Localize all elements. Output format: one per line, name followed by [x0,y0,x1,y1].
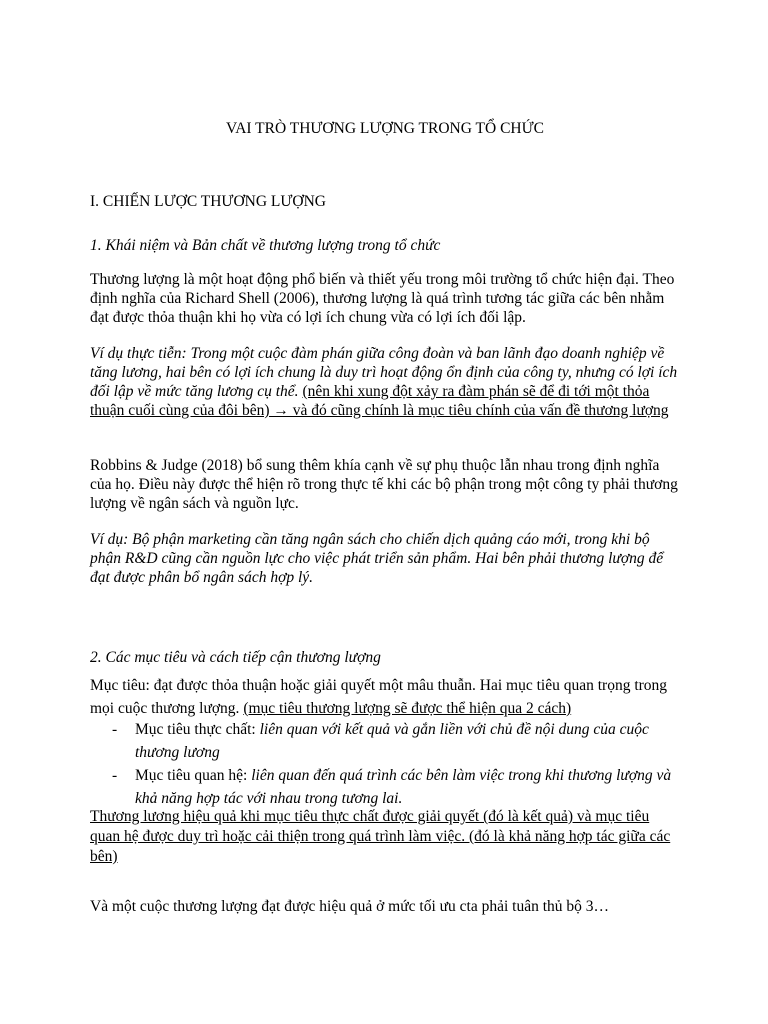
subsection-heading-2: 2. Các mục tiêu và cách tiếp cận thương lượng [90,649,381,666]
goals-list [90,718,682,810]
example-2: Ví dụ: Bộ phận marketing cần tăng ngân sách cho chiến dịch quảng cáo mới, trong khi bộ phận R&D cũng cần nguồn lực cho việc phát triển sản phẩm. Hai bên phải thương lượng để đạt được phân bổ ngân sách hợp lý. [90,531,664,586]
closing-line: Và một cuộc thương lượng đạt được hiệu quả ở mức tối ưu cta phải tuân thủ bộ 3… [90,898,610,915]
goals-intro [90,674,682,720]
subsection-heading-1: 1. Khái niệm và Bản chất về thương lượng trong tổ chức [90,237,441,254]
list-item-label: Mục tiêu thực chất: [135,721,260,738]
example-1-text: Ví dụ thực tiễn: Trong một cuộc đàm phán giữa công đoàn và ban lãnh đạo doanh nghiệp về tăng lương, hai bên có lợi ích chung là duy trì hoạt động ổn định của công ty, nhưng có lợi ích đối lập về mức tăng lương cụ thể. [90,345,678,400]
paragraph-robbins: Robbins & Judge (2018) bổ sung thêm khía cạnh về sự phụ thuộc lẫn nhau trong định nghĩa của họ. Điều này được thể hiện rõ trong thực tế khi các bộ phận trong một công ty phải thương lượng về ngân sách và nguồn lực. [90,457,678,512]
list-item-label: Mục tiêu quan hệ: [135,767,252,784]
goals-intro-note: (mục tiêu thương lượng sẽ được thể hiện qua 2 cách) [243,700,572,717]
list-dash: - [112,721,118,738]
list-item [90,718,682,764]
list-item-description: liên quan đến quá trình các bên làm việc trong khi thương lượng và khả năng hợp tác với nhau trong tương lai. [135,767,672,807]
paragraph-definition: Thương lượng là một hoạt động phổ biến và thiết yếu trong môi trường tổ chức hiện đại. Theo định nghĩa của Richard Shell (2006), thương lượng là quá trình tương tác giữa các bên nhằm đạt được thỏa thuận khi họ vừa có lợi ích chung vừa có lợi ích đối lập. [90,271,675,326]
effective-negotiation-note: Thương lương hiệu quả khi mục tiêu thực chất được giải quyết (đó là kết quả) và mục tiêu quan hệ được duy trì hoặc cải thiện trong quá trình làm việc. (đó là khả năng hợp tác giữa các bên) [90,808,671,865]
example-1-note: (nên khi xung đột xảy ra đàm phán sẽ để đi tới một thỏa thuận cuối cùng của đôi bên) → và đó cũng chính là mục tiêu chính của vấn đề thương lượng [90,383,669,419]
document-title: VAI TRÒ THƯƠNG LƯỢNG TRONG TỔ CHỨC [226,120,544,137]
list-item-description: liên quan với kết quả và gắn liền với chủ đề nội dung của cuộc thương lương [135,721,649,761]
list-item [90,764,682,810]
list-dash: - [112,767,118,784]
goals-intro-text: Mục tiêu: đạt được thỏa thuận hoặc giải quyết một mâu thuẫn. Hai mục tiêu quan trọng trong mọi cuộc thương lượng. [90,677,668,717]
example-1 [90,344,682,420]
section-heading: I. CHIẾN LƯỢC THƯƠNG LƯỢNG [90,193,326,210]
